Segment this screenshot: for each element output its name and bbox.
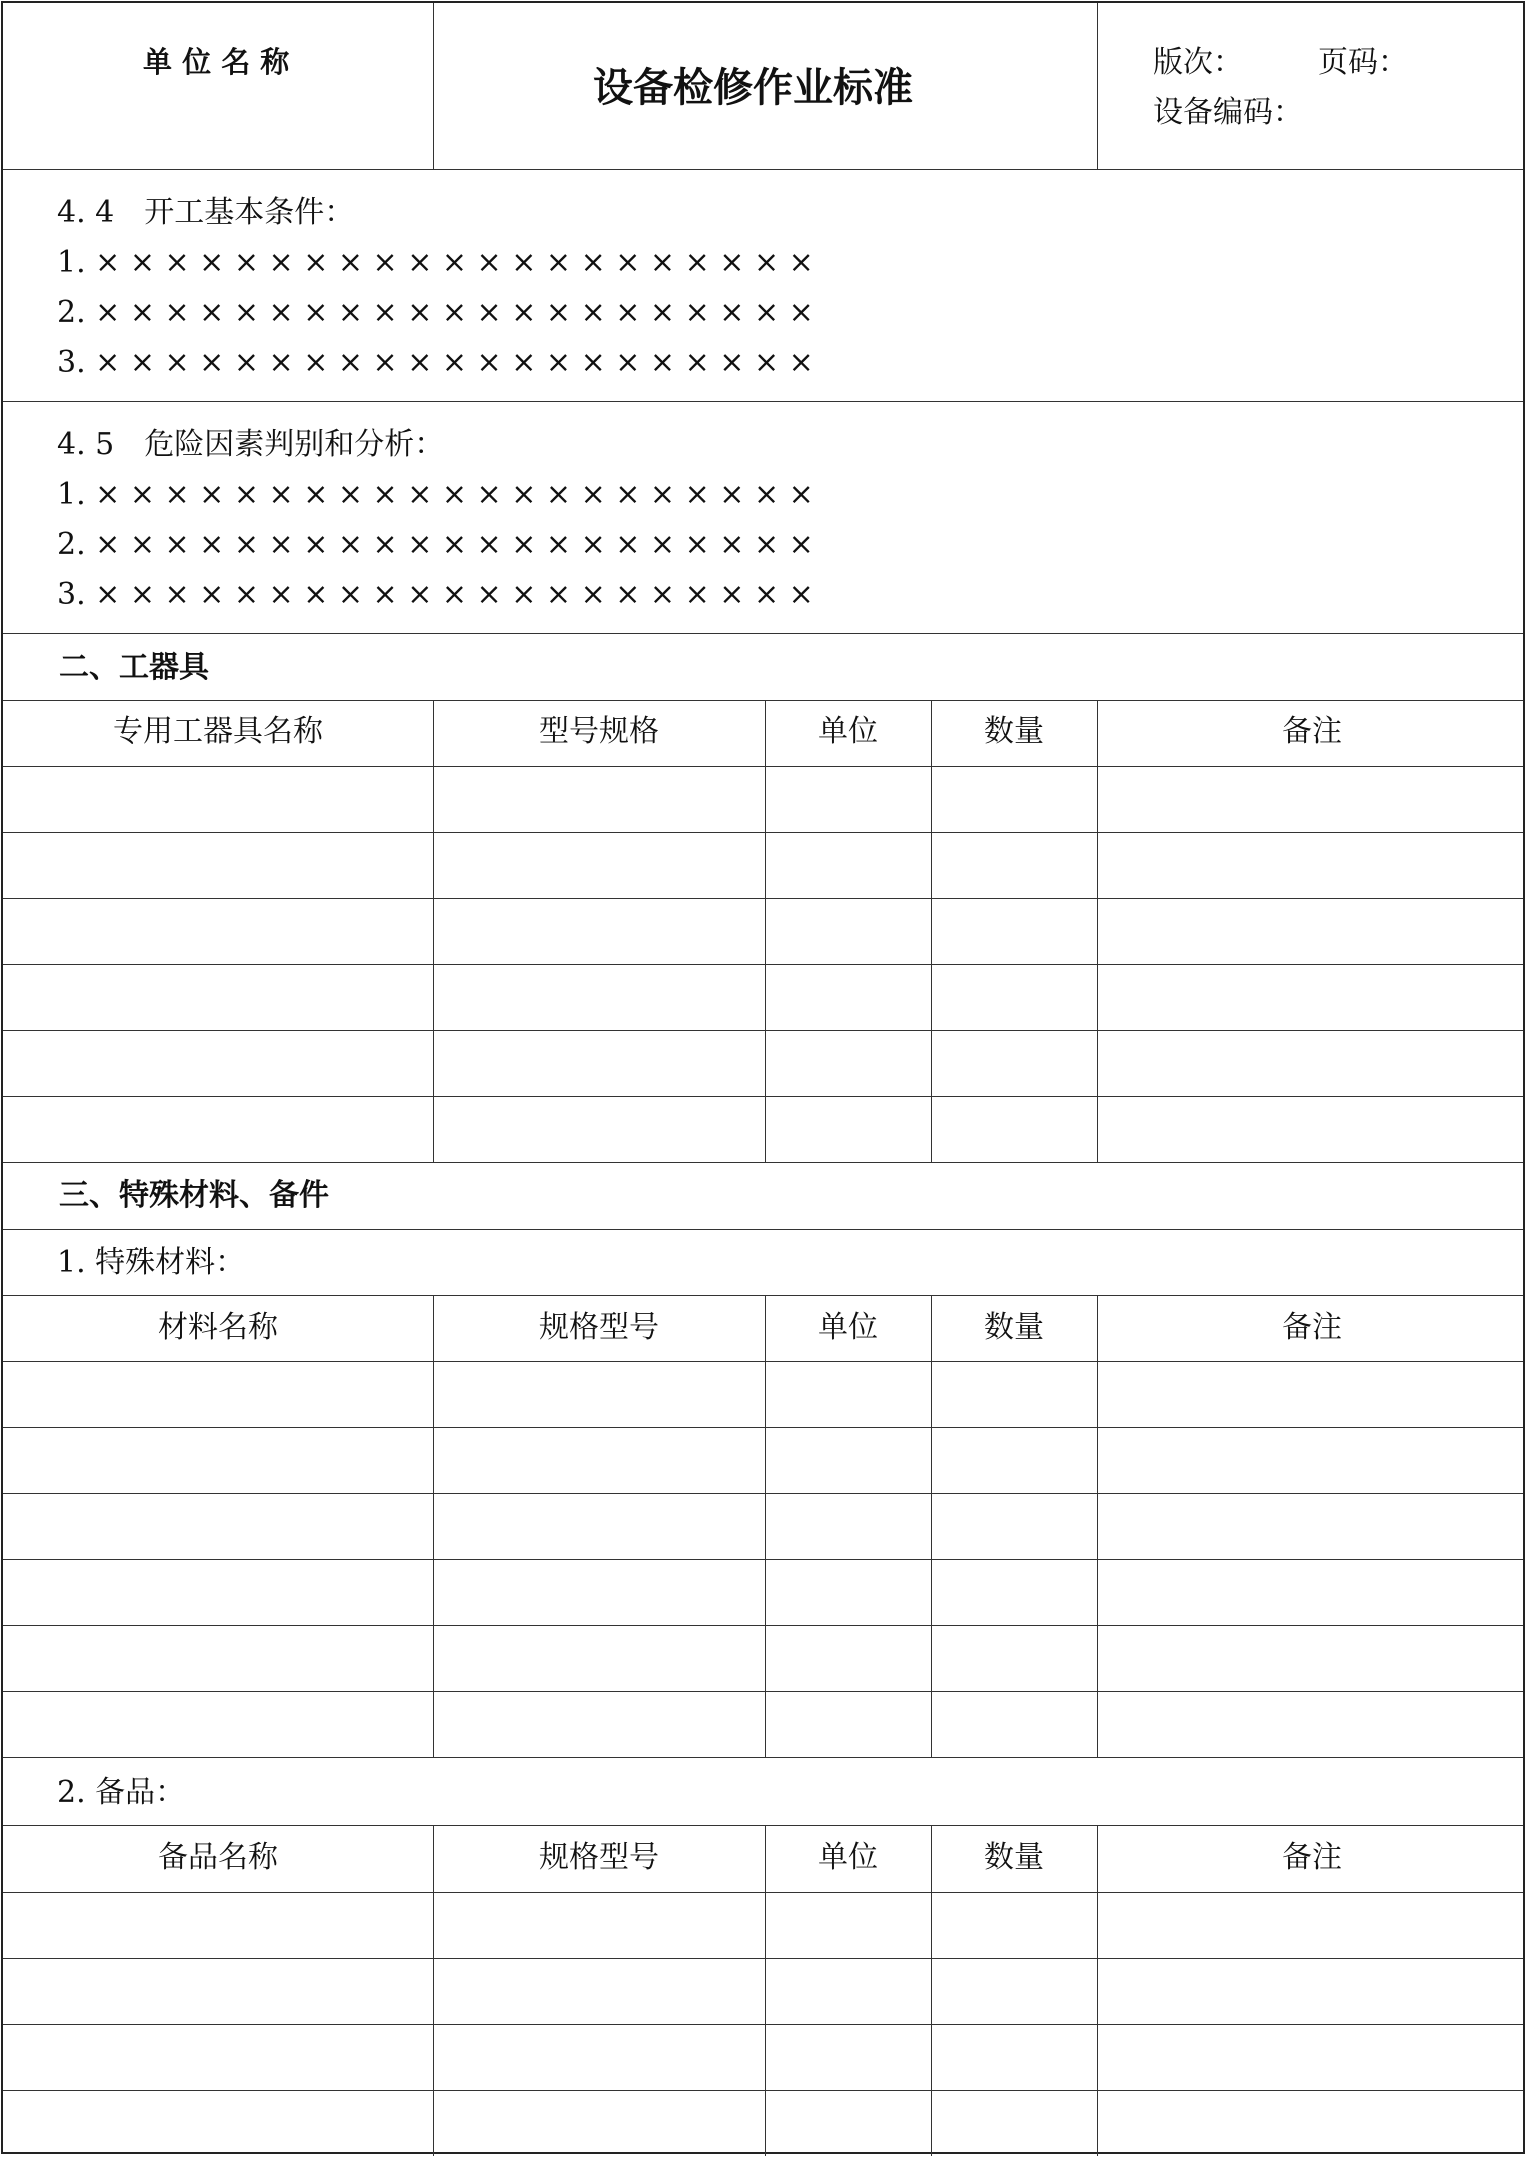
section-rule [3,633,1523,634]
list-item: 1. × × × × × × × × × × × × × × × × × × × × × [57,477,814,512]
list-item: 1. × × × × × × × × × × × × × × × × × × × × × [57,245,814,280]
equipment-code-label: 设备编码： [1153,95,1303,130]
table-row-rule [3,2024,1523,2025]
section-rule [3,1757,1523,1758]
column-header: 备品名称 [158,1840,278,1875]
column-header: 数量 [984,714,1044,749]
column-rule [931,1825,932,2156]
special-materials-subheading: 1. 特殊材料： [57,1245,246,1280]
section-rule [3,1162,1523,1163]
column-header: 单位 [818,1310,878,1345]
header-divider-right [1097,3,1098,169]
table-row-rule [3,2090,1523,2091]
page-label: 页码： [1318,45,1408,80]
column-rule [765,700,766,1162]
column-rule [931,1295,932,1757]
column-header: 规格型号 [539,1310,659,1345]
column-header: 备注 [1282,714,1342,749]
column-rule [433,1825,434,2156]
section-rule [3,1295,1523,1296]
table-row-rule [3,766,1523,767]
table-row-rule [3,1958,1523,1959]
column-header: 备注 [1282,1840,1342,1875]
table-row-rule [3,1427,1523,1428]
list-item: 3. × × × × × × × × × × × × × × × × × × × × × [57,345,814,380]
column-rule [1097,1295,1098,1757]
section-rule [3,1229,1523,1230]
column-header: 材料名称 [158,1310,278,1345]
table-row-rule [3,1892,1523,1893]
section-heading: 4. 4 开工基本条件： [57,195,355,230]
column-header: 专用工器具名称 [113,714,323,749]
column-header: 规格型号 [539,1840,659,1875]
column-rule [765,1295,766,1757]
table-row-rule [3,1096,1523,1097]
materials-heading: 三、特殊材料、备件 [59,1178,329,1213]
document-sheet [1,1,1525,2154]
table-row-rule [3,1691,1523,1692]
section-rule [3,1825,1523,1826]
list-item: 2. × × × × × × × × × × × × × × × × × × × × × [57,527,814,562]
unit-name-label: 单 位 名 称 [143,45,290,79]
table-row-rule [3,964,1523,965]
table-row-rule [3,1030,1523,1031]
table-row-rule [3,1559,1523,1560]
section-rule [3,401,1523,402]
column-rule [765,1825,766,2156]
version-label: 版次： [1153,45,1243,80]
section-heading: 4. 5 危险因素判别和分析： [57,427,445,462]
header-divider-left [433,3,434,169]
column-rule [433,700,434,1162]
column-header: 型号规格 [539,714,659,749]
section-rule [3,700,1523,701]
column-header: 数量 [984,1310,1044,1345]
column-header: 数量 [984,1840,1044,1875]
column-rule [433,1295,434,1757]
list-item: 2. × × × × × × × × × × × × × × × × × × × × × [57,295,814,330]
table-row-rule [3,832,1523,833]
column-header: 单位 [818,1840,878,1875]
table-row-rule [3,1493,1523,1494]
table-row-rule [3,1361,1523,1362]
column-header: 备注 [1282,1310,1342,1345]
column-rule [1097,700,1098,1162]
table-row-rule [3,898,1523,899]
document-title: 设备检修作业标准 [593,65,913,111]
table-row-rule [3,1625,1523,1626]
header-bottom-rule [3,169,1523,170]
column-header: 单位 [818,714,878,749]
list-item: 3. × × × × × × × × × × × × × × × × × × × × × [57,577,814,612]
column-rule [931,700,932,1162]
spares-subheading: 2. 备品： [57,1775,186,1810]
column-rule [1097,1825,1098,2156]
tools-heading: 二、工器具 [59,650,209,685]
